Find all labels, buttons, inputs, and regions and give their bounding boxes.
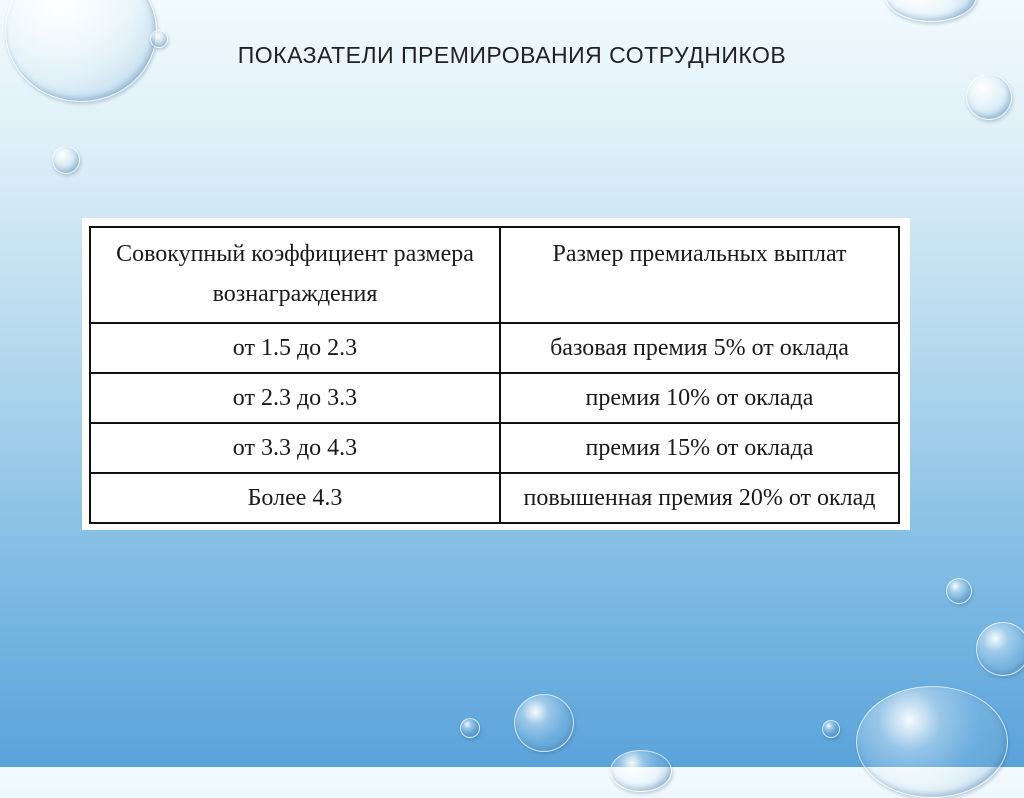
column-header-coefficient: Совокупный коэффициент размера вознаграждения (90, 227, 500, 323)
water-drop-icon (460, 718, 480, 738)
table-cell-bonus: премия 15% от оклада (500, 423, 899, 473)
table-row (90, 373, 899, 423)
column-header-bonus-size: Размер премиальных выплат (500, 227, 899, 323)
water-drop-icon (966, 74, 1012, 120)
water-drop-icon (946, 578, 972, 604)
water-drop-icon (856, 686, 1008, 798)
table-cell-bonus: базовая премия 5% от оклада (500, 323, 899, 373)
table-row (90, 423, 899, 473)
bonus-table-image (82, 218, 910, 530)
table-cell-coefficient: от 2.3 до 3.3 (90, 373, 500, 423)
slide-title: ПОКАЗАТЕЛИ ПРЕМИРОВАНИЯ СОТРУДНИКОВ (237, 42, 787, 68)
table-cell-coefficient: Более 4.3 (90, 473, 500, 523)
bonus-table (89, 226, 900, 524)
water-drop-icon (885, 0, 977, 22)
table-cell-bonus: повышенная премия 20% от оклад (500, 473, 899, 523)
table-cell-coefficient: от 3.3 до 4.3 (90, 423, 500, 473)
water-drop-icon (52, 146, 80, 174)
table-cell-coefficient: от 1.5 до 2.3 (90, 323, 500, 373)
water-drop-icon (822, 720, 840, 738)
table-header-row (90, 227, 899, 323)
water-drop-icon (610, 750, 672, 792)
water-drop-icon (514, 694, 574, 752)
table-cell-bonus: премия 10% от оклада (500, 373, 899, 423)
water-drop-icon (976, 622, 1024, 676)
table-row (90, 323, 899, 373)
table-row (90, 473, 899, 523)
